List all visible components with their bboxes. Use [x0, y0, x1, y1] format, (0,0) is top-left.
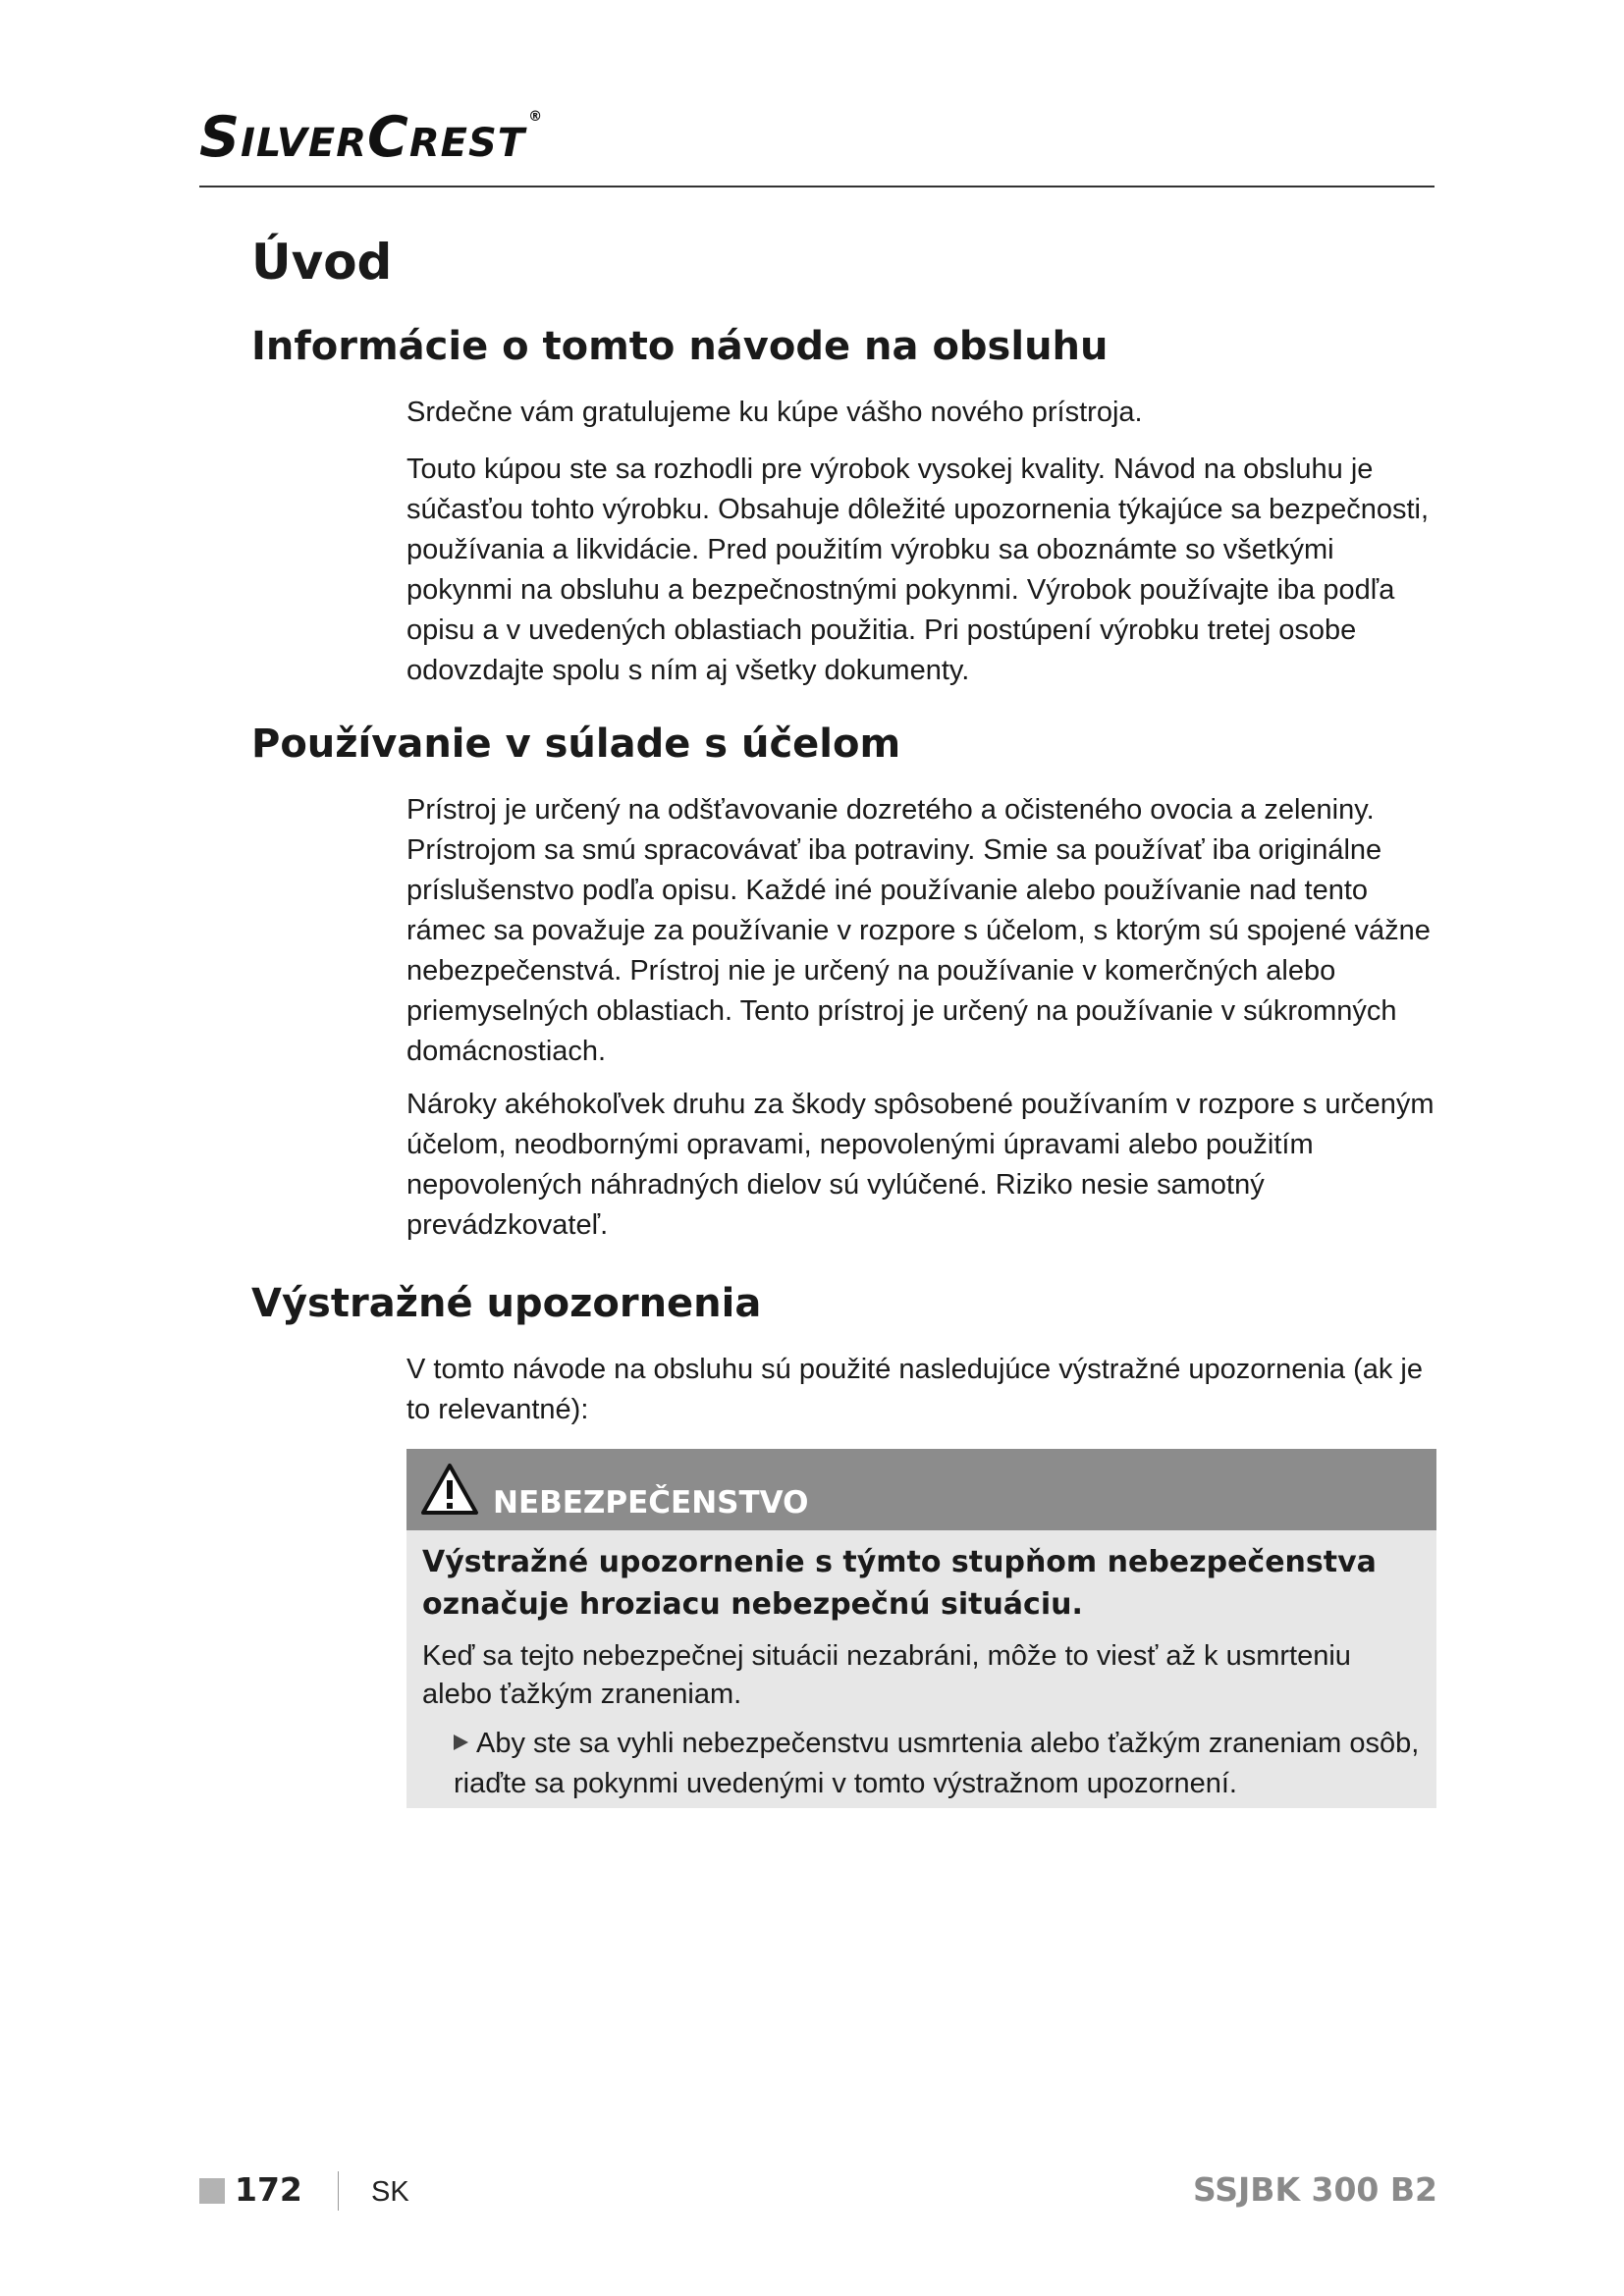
paragraph-intended-use: Prístroj je určený na odšťavovanie dozretého a očisteného ovocia a zeleniny. Prístrojom sa smú spracovávať iba potraviny. Smie sa používať iba originálne príslušenstvo podľa opisu. Každé iné používanie alebo používanie nad tento rámec sa považuje za používanie v rozpore s účelom, s ktorým sú spojené vážne nebezpečenstvá. Prístroj nie je určený na používanie v komerčných alebo priemyselných oblastiach. Tento prístroj je určený na používanie v súkromných domácnostiach.	[406, 794, 1431, 1067]
paragraph-warnings-intro: V tomto návode na obsluhu sú použité nasledujúce výstražné upozornenia (ak je to relevantné):	[406, 1354, 1423, 1425]
warning-triangle-icon	[420, 1463, 479, 1516]
heading-warnings: Výstražné upozornenia	[251, 1281, 762, 1326]
paragraph-liability: Nároky akéhokoľvek druhu za škody spôsobené používaním v rozpore s určeným účelom, neodbornými opravami, nepovolenými úpravami alebo použitím nepovolených náhradných dielov sú vylúčené. Riziko nesie samotný prevádzkovateľ.	[406, 1089, 1435, 1241]
danger-warning-title: NEBEZPEČENSTVO	[493, 1485, 809, 1521]
danger-warning-box	[406, 1449, 1436, 1808]
brand-logo-text: SilverCrest	[199, 105, 526, 170]
heading-about-manual: Informácie o tomto návode na obsluhu	[251, 324, 1109, 369]
danger-warning-bullet	[454, 1724, 1426, 1804]
footer-model: SSJBK 300 B2	[1192, 2170, 1437, 2209]
header-divider	[199, 186, 1435, 187]
section-title-intro: Úvod	[251, 234, 393, 291]
brand-logo	[199, 105, 544, 170]
bullet-arrow-icon	[454, 1735, 468, 1750]
paragraph-congrats: Srdečne vám gratulujeme ku kúpe vášho nového prístroja.	[406, 397, 1143, 428]
registered-mark: ®	[528, 109, 544, 125]
heading-intended-use: Používanie v súlade s účelom	[251, 721, 901, 767]
danger-warning-text: Keď sa tejto nebezpečnej situácii nezabráni, môže to viesť až k usmrteniu alebo ťažkým zraneniam.	[422, 1640, 1351, 1710]
footer-language: SK	[371, 2176, 409, 2208]
danger-warning-bold-text: Výstražné upozornenie s týmto stupňom nebezpečenstva označuje hroziacu nebezpečnú situáciu.	[422, 1545, 1377, 1622]
danger-warning-header	[406, 1449, 1436, 1530]
paragraph-quality: Touto kúpou ste sa rozhodli pre výrobok vysokej kvality. Návod na obsluhu je súčasťou tohto výrobku. Obsahuje dôležité upozornenia týkajúce sa bezpečnosti, používania a likvidácie. Pred použitím výrobku sa oboznámte so všetkými pokynmi na obsluhu a bezpečnostnými pokynmi. Výrobok používajte iba podľa opisu a v uvedených oblastiach použitia. Pri postúpení výrobku tretej osobe odovzdajte spolu s ním aj všetky dokumenty.	[406, 454, 1430, 686]
danger-warning-bullet-text: Aby ste sa vyhli nebezpečenstvu usmrtenia alebo ťažkým zraneniam osôb, riaďte sa pokynmi uvedenými v tomto výstražnom upozornení.	[454, 1728, 1420, 1799]
footer-separator	[338, 2171, 339, 2211]
page-number: 172	[235, 2170, 302, 2209]
footer-square-marker	[199, 2178, 225, 2204]
